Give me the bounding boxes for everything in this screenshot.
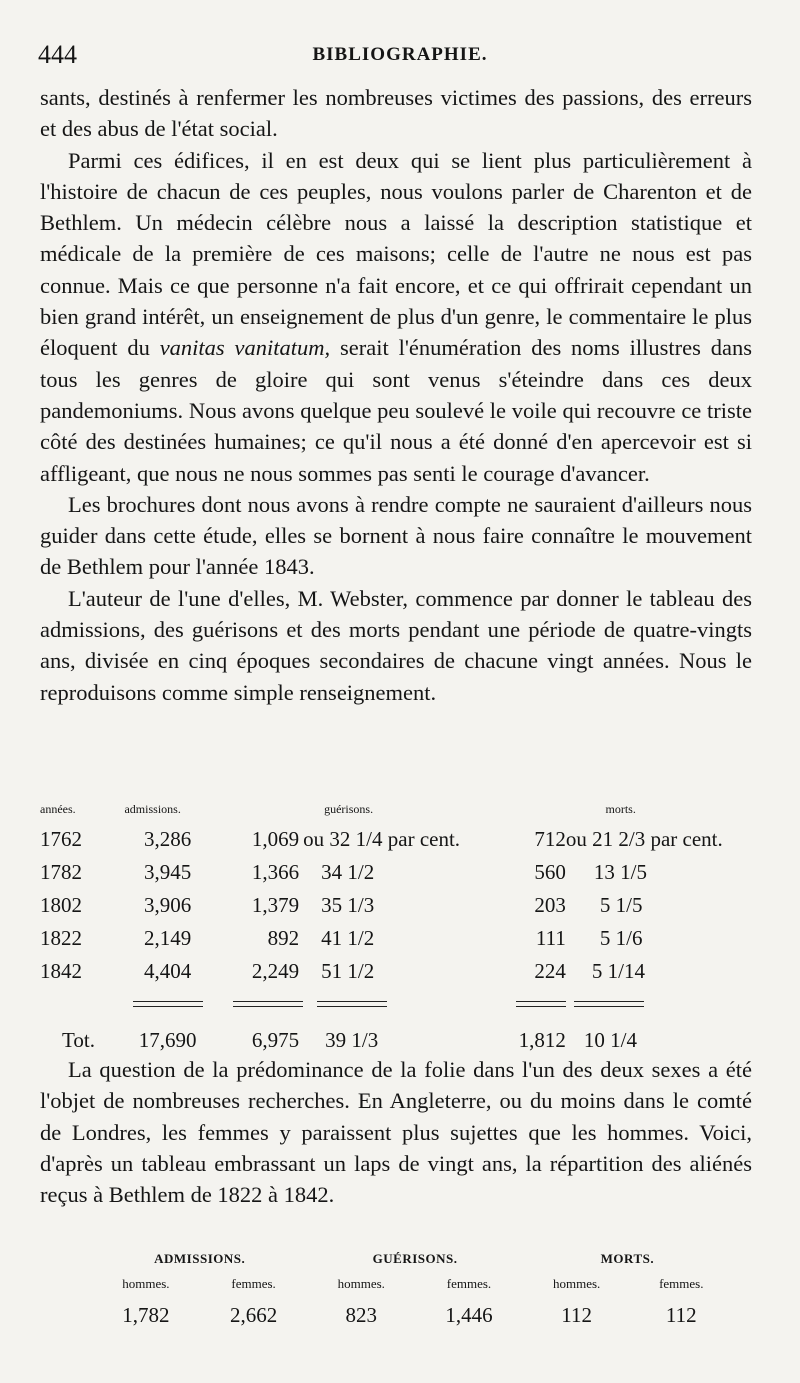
admissions-cell: 4,404 bbox=[144, 959, 192, 983]
table-row bbox=[40, 856, 755, 889]
cures-percent-cell: 41 1/2 bbox=[321, 926, 375, 950]
group-header-admissions: ADMISSIONS. bbox=[154, 1251, 246, 1266]
table-row bbox=[92, 1302, 732, 1329]
table-header-row bbox=[40, 802, 755, 823]
cures-cell: 1,379 bbox=[251, 893, 300, 917]
deaths-percent-cell: ou 21 2/3 par cent. bbox=[565, 827, 723, 851]
deaths-percent-cell: 5 1/5 bbox=[599, 893, 643, 917]
admissions-cell: 2,149 bbox=[144, 926, 192, 950]
paragraph-3: Les brochures dont nous avons à rendre compte ne sauraient d'ailleurs nous guider dans cette étude, elles se bornent à nous faire connaître le mouvement de Bethlem pour l'année 1843. bbox=[40, 491, 752, 580]
group-header-row bbox=[92, 1250, 732, 1275]
cures-percent-cell: 51 1/2 bbox=[321, 959, 375, 983]
sub-header-row bbox=[92, 1275, 732, 1302]
table-row bbox=[40, 823, 755, 856]
deaths-total: 1,812 bbox=[518, 1027, 566, 1052]
year-cell: 1822 bbox=[40, 926, 82, 950]
cures-percent-cell: 35 1/3 bbox=[321, 893, 375, 917]
sub-header-men: hommes. bbox=[337, 1276, 385, 1291]
deaths-women-cell: 112 bbox=[665, 1303, 697, 1327]
paragraph-4: L'auteur de l'une d'elles, M. Webster, commence par donner le tableau des admissions, des guérisons et des morts pendant une période de quatre-vingts ans, divisée en cinq époques secondaires de chacune vingt années. Nous le reproduisons comme simple renseignement. bbox=[40, 585, 752, 705]
admissions-men-cell: 1,782 bbox=[122, 1303, 170, 1327]
year-cell: 1842 bbox=[40, 959, 82, 983]
deaths-percent-cell: 5 1/6 bbox=[599, 926, 643, 950]
cures-total: 6,975 bbox=[251, 1027, 300, 1052]
admissions-women-cell: 2,662 bbox=[229, 1303, 278, 1327]
total-label: Tot. bbox=[62, 1027, 95, 1052]
body-text bbox=[40, 82, 752, 708]
deaths-percent-total: 10 1/4 bbox=[583, 1027, 637, 1052]
total-rule bbox=[233, 1001, 303, 1007]
group-header-deaths: MORTS. bbox=[600, 1251, 655, 1266]
deaths-percent-cell: 5 1/14 bbox=[591, 959, 645, 983]
col-header-deaths: morts. bbox=[605, 802, 636, 816]
admissions-cell: 3,945 bbox=[144, 860, 192, 884]
sub-header-women: femmes. bbox=[446, 1276, 492, 1291]
table-row bbox=[40, 922, 755, 955]
deaths-percent-cell: 13 1/5 bbox=[593, 860, 647, 884]
total-rule bbox=[133, 1001, 203, 1007]
total-rule-row bbox=[40, 988, 755, 1013]
sub-header-men: hommes. bbox=[553, 1276, 601, 1291]
page-header bbox=[38, 40, 762, 76]
paragraph-2-text-a: Parmi ces édifices, il en est deux qui se lient plus particulièrement à l'histoire de chacun de ces peuples, nous voulons parler de Charenton et de Bethlem. Un médecin célèbre nous a laissé la description statistique et médicale de la première de ces maisons; celle de l'autre ne nous est pas connue. Mais ce que personne n'a fait encore, et ce qui offrirait cependant un bien grand intérêt, un enseignement de plus d'un genre, le commentaire le plus éloquent du bbox=[40, 147, 752, 361]
deaths-cell: 712 bbox=[534, 827, 566, 851]
paragraph-1: sants, destinés à renfermer les nombreuses victimes des passions, des erreurs et des abus de l'état social. bbox=[40, 85, 752, 142]
col-header-admissions: admissions. bbox=[124, 802, 181, 816]
sub-header-women: femmes. bbox=[231, 1276, 276, 1291]
year-cell: 1782 bbox=[40, 860, 82, 884]
paragraph-5: La question de la prédominance de la folie dans l'un des deux sexes a été l'objet de nombreuses recherches. En Angleterre, ou du moins dans le comté de Londres, les femmes y paraissent plus sujettes que les hommes. Voici, d'après un tableau embrassant un laps de vingt ans, la répartition des aliénés reçus à Bethlem de 1822 à 1842. bbox=[40, 1057, 752, 1208]
deaths-cell: 203 bbox=[534, 893, 566, 917]
deaths-cell: 111 bbox=[535, 926, 566, 950]
cures-cell: 892 bbox=[267, 926, 300, 950]
cures-cell: 1,069 bbox=[251, 827, 300, 851]
year-cell: 1802 bbox=[40, 893, 82, 917]
col-header-cures: guérisons. bbox=[324, 802, 374, 816]
paragraph-2 bbox=[40, 145, 752, 489]
year-cell: 1762 bbox=[40, 827, 82, 851]
admissions-cell: 3,906 bbox=[144, 893, 192, 917]
table-row bbox=[40, 955, 755, 988]
total-rule bbox=[574, 1001, 644, 1007]
cures-percent-cell: ou 32 1/4 par cent. bbox=[303, 827, 461, 851]
cures-men-cell: 823 bbox=[345, 1303, 378, 1327]
body-text-2 bbox=[40, 1054, 752, 1210]
deaths-men-cell: 112 bbox=[561, 1303, 593, 1327]
cures-women-cell: 1,446 bbox=[445, 1303, 493, 1327]
cures-cell: 1,366 bbox=[251, 860, 300, 884]
total-rule bbox=[516, 1001, 566, 1007]
cures-percent-total: 39 1/3 bbox=[325, 1027, 379, 1052]
running-title: BIBLIOGRAPHIE. bbox=[312, 44, 488, 65]
page-number: 444 bbox=[38, 40, 77, 69]
cures-cell: 2,249 bbox=[251, 959, 300, 983]
sex-distribution-table bbox=[92, 1250, 732, 1329]
total-rule bbox=[317, 1001, 387, 1007]
paragraph-2-text-b: serait l'énumération des noms illustres dans tous les genres de gloire qui sont venus s'éteindre dans ces deux pandemoniums. Nous avons quelque peu soulevé le voile qui recouvre ce triste côté des destinées humaines; ce qu'il nous a été donné d'en apercevoir est si affligeant, que nous ne nous sommes pas senti le courage d'avancer. bbox=[40, 335, 753, 486]
col-header-years: années. bbox=[40, 802, 76, 816]
admissions-cell: 3,286 bbox=[144, 827, 192, 851]
bethlem-statistics-table bbox=[40, 802, 755, 1061]
deaths-cell: 224 bbox=[534, 959, 566, 983]
sub-header-women: femmes. bbox=[659, 1276, 704, 1291]
latin-phrase: vanitas vanitatum, bbox=[159, 335, 331, 361]
deaths-cell: 560 bbox=[534, 860, 566, 884]
cures-percent-cell: 34 1/2 bbox=[321, 860, 375, 884]
admissions-total: 17,690 bbox=[138, 1027, 197, 1052]
table-row bbox=[40, 889, 755, 922]
group-header-cures: GUÉRISONS. bbox=[372, 1251, 458, 1266]
sub-header-men: hommes. bbox=[122, 1276, 170, 1291]
